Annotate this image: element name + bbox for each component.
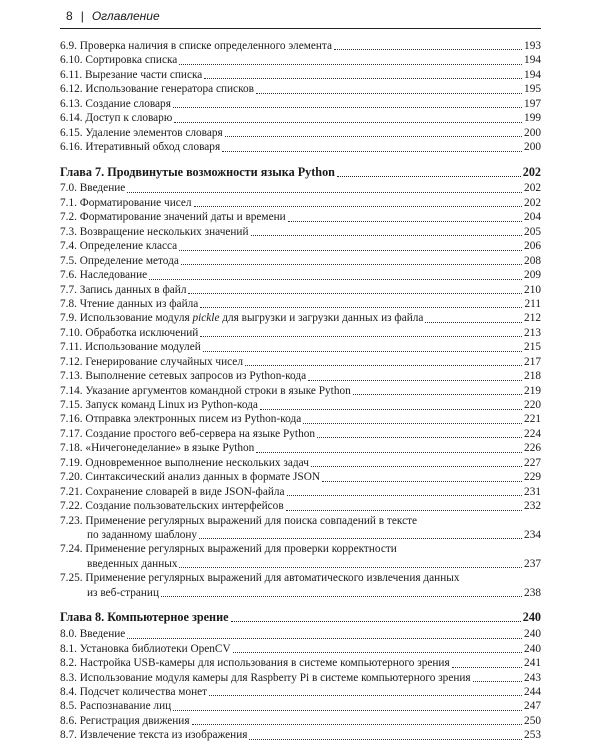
toc-entry-page: 195	[524, 83, 541, 96]
toc-entry-label: 7.16. Отправка электронных писем из Python-кода	[60, 413, 302, 426]
toc-entry-page: 194	[524, 54, 541, 67]
toc-entry-label: 6.9. Проверка наличия в списке определенного элемента	[60, 39, 333, 52]
toc-entry[interactable]	[60, 82, 541, 96]
toc-entry-label: 7.19. Одновременное выполнение нескольких задач	[60, 456, 309, 469]
leader-dots	[200, 335, 522, 337]
toc-entry-label	[60, 311, 423, 325]
toc-entry-label: 7.25. Применение регулярных выражений для автоматического извлечения данных	[60, 572, 460, 585]
leader-dots	[188, 292, 522, 294]
toc-entry[interactable]	[60, 283, 541, 297]
leader-dots	[209, 694, 522, 696]
toc-entry[interactable]	[60, 398, 541, 412]
toc-entry-page: 232	[524, 500, 541, 513]
leader-dots	[225, 135, 522, 137]
toc-entry-label: 7.3. Возвращение нескольких значений	[60, 225, 249, 238]
toc-entry-page: 250	[524, 714, 541, 727]
toc-entry-page: 220	[524, 399, 541, 412]
toc-entry[interactable]	[60, 182, 541, 196]
toc-entry-page: 212	[524, 312, 541, 325]
table-of-contents	[60, 39, 541, 743]
toc-entry-label: 7.24. Применение регулярных выражений для проверки корректности	[60, 543, 397, 556]
leader-dots	[199, 537, 522, 539]
toc-entry[interactable]	[60, 571, 541, 600]
toc-entry[interactable]	[60, 456, 541, 470]
leader-dots	[287, 494, 522, 496]
running-header	[66, 8, 540, 24]
leader-dots	[179, 566, 522, 568]
toc-entry[interactable]	[60, 656, 541, 670]
toc-entry-label: 7.22. Создание пользовательских интерфейсов	[60, 500, 284, 513]
leader-dots	[353, 393, 522, 395]
leader-dots	[179, 63, 522, 65]
toc-entry-label: 7.13. Выполнение сетевых запросов из Python-кода	[60, 370, 307, 383]
toc-entry-page: 240	[524, 628, 541, 641]
toc-entry-page: 205	[524, 225, 541, 238]
toc-entry[interactable]	[60, 441, 541, 455]
toc-entry-page: 208	[524, 254, 541, 267]
leader-dots	[256, 92, 522, 94]
toc-entry-label: 7.11. Использование модулей	[60, 341, 201, 354]
chapter-page: 240	[522, 610, 541, 625]
toc-entry-label: 8.3. Использование модуля камеры для Raspberry Pi в системе компьютерного зрения	[60, 671, 471, 684]
toc-entry-label: 8.1. Установка библиотеки OpenCV	[60, 642, 231, 655]
toc-entry[interactable]	[60, 210, 541, 224]
toc-entry-label: 7.7. Запись данных в файл	[60, 283, 187, 296]
toc-entry-page: 202	[524, 182, 541, 195]
leader-dots	[203, 350, 522, 352]
toc-entry-page: 213	[524, 326, 541, 339]
toc-entry-page: 238	[524, 586, 541, 599]
toc-entry-label-continuation: по заданному шаблону	[87, 529, 198, 542]
leader-dots	[127, 637, 522, 639]
toc-entry[interactable]	[60, 297, 541, 311]
toc-entry-label: 7.1. Форматирование чисел	[60, 196, 192, 209]
toc-entry-label: 7.15. Запуск команд Linux из Python-кода	[60, 399, 258, 412]
toc-entry-label: 7.0. Введение	[60, 182, 126, 195]
leader-dots	[173, 106, 522, 108]
toc-entry[interactable]	[60, 39, 541, 53]
toc-entry-page: 210	[524, 283, 541, 296]
leader-dots	[452, 666, 522, 668]
toc-entry-page: 200	[524, 126, 541, 139]
leader-dots	[334, 48, 522, 50]
toc-entry[interactable]	[60, 97, 541, 111]
toc-entry-page: 199	[524, 112, 541, 125]
toc-entry-label: 7.14. Указание аргументов командной строки в языке Python	[60, 384, 351, 397]
header-title: Оглавление	[91, 9, 160, 23]
toc-entry[interactable]	[60, 671, 541, 685]
toc-entry[interactable]	[60, 111, 541, 125]
toc-entry[interactable]	[60, 254, 541, 268]
toc-entry-label: 7.18. «Ничегонеделание» в языке Python	[60, 442, 255, 455]
toc-entry-page: 218	[524, 370, 541, 383]
leader-dots	[149, 278, 522, 280]
leader-dots	[161, 595, 522, 597]
toc-entry-page: 224	[524, 427, 541, 440]
toc-entry-page: 209	[524, 269, 541, 282]
toc-entry[interactable]	[60, 714, 541, 728]
toc-entry-page: 234	[524, 529, 541, 542]
toc-entry-page: 243	[524, 671, 541, 684]
toc-entry-label: 8.6. Регистрация движения	[60, 714, 190, 727]
toc-entry-page: 206	[524, 240, 541, 253]
toc-entry[interactable]	[60, 225, 541, 239]
toc-entry[interactable]	[60, 627, 541, 641]
leader-dots	[303, 422, 522, 424]
leader-dots	[127, 191, 522, 193]
toc-entry-label: 7.2. Форматирование значений даты и времени	[60, 211, 286, 224]
leader-dots	[174, 121, 522, 123]
toc-entry[interactable]	[60, 326, 541, 340]
toc-entry-label: 7.8. Чтение данных из файла	[60, 297, 199, 310]
toc-entry-label: 8.0. Введение	[60, 628, 126, 641]
leader-dots	[233, 651, 522, 653]
toc-entry[interactable]	[60, 355, 541, 369]
toc-entry-page: 241	[524, 657, 541, 670]
toc-entry[interactable]	[60, 311, 541, 325]
toc-entry-label: 6.15. Удаление элементов словаря	[60, 126, 223, 139]
leader-dots	[308, 379, 522, 381]
toc-entry-page: 204	[524, 211, 541, 224]
toc-entry-label: 6.10. Сортировка списка	[60, 54, 178, 67]
toc-entry[interactable]	[60, 196, 541, 210]
leader-dots	[179, 249, 522, 251]
toc-entry-label: 8.7. Извлечение текста из изображения	[60, 729, 248, 742]
leader-dots	[311, 465, 522, 467]
section-d	[60, 627, 541, 743]
section-c	[60, 326, 541, 514]
leader-dots	[473, 680, 522, 682]
page-number: 8	[66, 9, 73, 23]
toc-entry-page: 229	[524, 471, 541, 484]
chapter-page: 202	[522, 164, 541, 179]
toc-entry-label-continuation: из веб-страниц	[87, 586, 160, 599]
toc-entry[interactable]	[60, 485, 541, 499]
toc-entry-page: 231	[524, 485, 541, 498]
toc-entry-label: 7.4. Определение класса	[60, 240, 178, 253]
toc-entry-page: 240	[524, 642, 541, 655]
toc-entry-label: 8.2. Настройка USB-камеры для использования в системе компьютерного зрения	[60, 657, 450, 670]
toc-entry-page: 244	[524, 686, 541, 699]
toc-entry-page: 253	[524, 729, 541, 742]
toc-entry-label: 7.17. Создание простого веб-сервера на языке Python	[60, 427, 316, 440]
toc-entry[interactable]	[60, 268, 541, 282]
toc-entry-page: 226	[524, 442, 541, 455]
toc-entry-page: 227	[524, 456, 541, 469]
leader-dots	[245, 364, 522, 366]
toc-entry-page: 215	[524, 341, 541, 354]
leader-dots	[231, 620, 521, 622]
leader-dots	[173, 709, 522, 711]
toc-entry-page: 194	[524, 68, 541, 81]
leader-dots	[256, 451, 522, 453]
toc-entry-page: 197	[524, 97, 541, 110]
leader-dots	[322, 480, 522, 482]
chapter-heading-8[interactable]	[60, 609, 541, 625]
toc-entry[interactable]	[60, 53, 541, 67]
leader-dots	[251, 234, 523, 236]
toc-entry[interactable]	[60, 685, 541, 699]
toc-entry-label: 8.5. Распознавание лиц	[60, 700, 172, 713]
toc-entry-label: 7.12. Генерирование случайных чисел	[60, 355, 243, 368]
toc-entry[interactable]	[60, 68, 541, 82]
toc-entry-page: 221	[524, 413, 541, 426]
toc-entry-page: 211	[524, 297, 541, 310]
toc-entry-label: 7.6. Наследование	[60, 269, 148, 282]
leader-dots	[317, 436, 522, 438]
leader-dots	[204, 77, 522, 79]
toc-entry[interactable]	[60, 699, 541, 713]
toc-entry[interactable]	[60, 384, 541, 398]
header-rule	[60, 28, 541, 29]
chapter-title: Глава 7. Продвинутые возможности языка Python	[60, 164, 335, 179]
section-a	[60, 39, 541, 155]
toc-entry-page: 193	[524, 39, 541, 52]
toc-entry-page: 202	[524, 196, 541, 209]
toc-entry[interactable]	[60, 140, 541, 154]
leader-dots	[200, 306, 522, 308]
section-b	[60, 182, 541, 312]
leader-dots	[337, 175, 521, 177]
leader-dots	[192, 723, 523, 725]
section-two-line	[60, 514, 541, 601]
header-separator: |	[80, 9, 84, 23]
toc-entry-label-continuation: введенных данных	[87, 557, 178, 570]
leader-dots	[194, 205, 522, 207]
label-prefix: 7.9. Использование модуля	[60, 312, 193, 325]
leader-dots	[260, 408, 522, 410]
toc-entry-page: 219	[524, 384, 541, 397]
toc-entry-label: 7.20. Синтаксический анализ данных в формате JSON	[60, 471, 321, 484]
toc-entry-page: 247	[524, 700, 541, 713]
toc-entry-label: 6.11. Вырезание части списка	[60, 68, 203, 81]
toc-entry[interactable]	[60, 642, 541, 656]
label-italic-term: pickle	[192, 312, 220, 325]
toc-entry[interactable]	[60, 499, 541, 513]
toc-entry-page: 237	[524, 557, 541, 570]
leader-dots	[425, 321, 522, 323]
toc-entry[interactable]	[60, 369, 541, 383]
toc-entry-page: 217	[524, 355, 541, 368]
leader-dots	[222, 150, 522, 152]
toc-entry[interactable]	[60, 239, 541, 253]
toc-entry-label: 8.4. Подсчет количества монет	[60, 686, 208, 699]
toc-entry-label: 6.16. Итеративный обход словаря	[60, 141, 221, 154]
toc-entry-label: 6.12. Использование генератора списков	[60, 83, 254, 96]
toc-entry[interactable]	[60, 470, 541, 484]
leader-dots	[288, 220, 522, 222]
toc-entry-label: 7.10. Обработка исключений	[60, 326, 199, 339]
toc-entry-label: 6.14. Доступ к словарю	[60, 112, 173, 125]
toc-entry[interactable]	[60, 728, 541, 742]
label-suffix: для выгрузки и загрузки данных из файла	[219, 312, 424, 325]
toc-entry-page: 200	[524, 141, 541, 154]
toc-entry[interactable]	[60, 427, 541, 441]
toc-entry[interactable]	[60, 340, 541, 354]
toc-entry[interactable]	[60, 126, 541, 140]
toc-entry-label: 7.21. Сохранение словарей в виде JSON-файла	[60, 485, 285, 498]
toc-entry[interactable]	[60, 542, 541, 571]
toc-entry[interactable]	[60, 413, 541, 427]
chapter-title: Глава 8. Компьютерное зрение	[60, 610, 229, 625]
toc-entry[interactable]	[60, 514, 541, 543]
toc-entry-label: 7.23. Применение регулярных выражений для поиска совпадений в тексте	[60, 514, 418, 527]
leader-dots	[286, 509, 522, 511]
leader-dots	[181, 263, 522, 265]
chapter-heading-7[interactable]	[60, 164, 541, 180]
leader-dots	[249, 738, 522, 740]
toc-entry-label: 6.13. Создание словаря	[60, 97, 171, 110]
toc-entry-label: 7.5. Определение метода	[60, 254, 179, 267]
